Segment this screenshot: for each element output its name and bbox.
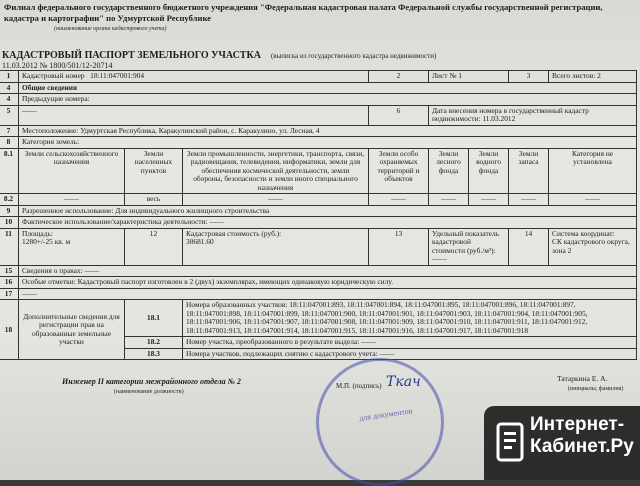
- row-18-3: 18.3 Номера участков, подлежащих снятию с кадастрового учета: ——: [0, 348, 637, 360]
- row-1: 1 Кадастровый номер 18:11:047001:904 2 Лист № 1 3 Всего листов: 2: [0, 71, 637, 83]
- row-8: 8 Категория земель:: [0, 137, 637, 149]
- total-sheets: 2: [597, 71, 601, 80]
- row-17: 17 ——: [0, 288, 637, 300]
- row-15: 15 Сведения о правах: ——: [0, 265, 637, 277]
- location-value: Удмуртская Республика, Каракулинский район, с. Каракулино, ул. Лесная, 4: [80, 125, 320, 135]
- position-caption: (наименование должности): [114, 389, 184, 395]
- land-category-settlements: весь: [125, 194, 183, 206]
- row-18-2: 18.2 Номер участка, преобразованного в результате выдела: ——: [0, 337, 637, 349]
- coordinate-system: СК кадастрового округа, зона 2: [552, 237, 630, 255]
- row-4: 4 Предыдущие номера:: [0, 94, 637, 106]
- passport-form-table: [0, 70, 637, 360]
- seal-mark: М.П. (подпись): [336, 382, 382, 390]
- formed-plot-numbers: 18:11:047001:893, 18:11:047001:894, 18:11:047001:895, 18:11:047001:896, 18:11:047001:897, 18:11:047001:898, 18:11:047001:899, 18:11:047001:900, 18:11:047001:901, 18:11:047001:903, 18:11:047001:904, 18:11:047001:905, 18:11:047001:906, 18:11:047001:907, 18:11:047001:908, 18:11:047001:909, 18:11:047001:910, 18:11:047001:911, 18:11:047001:912, 18:11:047001:913, 18:11:047001:914, 18:11:047001:915, 18:11:047001:916, 18:11:047001:917, 18:11:047001:918: [186, 300, 588, 335]
- cadastral-value: 38681.60: [186, 237, 214, 247]
- handwritten-signature: Ткач: [386, 374, 421, 390]
- registration-date: Дата внесения номера в государственный кадастр недвижимости: 11.03.2012: [429, 105, 637, 125]
- row-8-2-values: 8.2 —— весь —— —— —— —— —— ——: [0, 194, 637, 206]
- row-5: 5 —— 6 Дата внесения номера в государственный кадастр недвижимости: 11.03.2012: [0, 105, 637, 125]
- cadastral-number: 18:11:047001:904: [90, 71, 145, 80]
- row-8-1-headers: 8.1 Земли сельскохозяйственного назначения Земли населенных пунктов Земли промышленности, энергетики, транспорта, связи, радиовещания, телевидения, информатики, земли для обеспечения космической деятельности, земли обороны, безопасности и земли иного специального назначения Земли особо охраняемых территорий и объектов Земли лесного фонда Земли водного фонда Земли запаса Категория не установлена: [0, 148, 637, 194]
- signer-name: Татаркина Е. А.: [557, 374, 608, 383]
- row-11: 11 Площадь: 1280+/-25 кв. м 12 Кадастровая стоимость (руб.): 38681.60 13 Удельный показатель кадастровой стоимости (руб./м²): —— 14 Система координат: СК кадастрового округа, зона 2: [0, 228, 637, 265]
- watermark-badge: [484, 406, 640, 480]
- official-stamp: [316, 358, 444, 486]
- name-caption: (инициалы, фамилия): [568, 386, 624, 392]
- row-18-1: 18 Дополнительные сведения для регистрации прав на образованные земельные участки 18.1 Номера образованных участков: 18:11:047001:893, 18:11:047001:894, 18:11:047001:895, 18:11:047001:896, 18:11:047001:897, 18:11:047001:898, 18:11:047001:899, 18:11:047001:900, 18:11:047001:901, 18:11:047001:903, 18:11:047001:904, 18:11:047001:905, 18:11:047001:906, 18:11:047001:907, 18:11:047001:908, 18:11:047001:909, 18:11:047001:910, 18:11:047001:911, 18:11:047001:912, 18:11:047001:913, 18:11:047001:914, 18:11:047001:915, 18:11:047001:916, 18:11:047001:917, 18:11:047001:918: [0, 300, 637, 337]
- row-9: 9 Разрешенное использование: Для индивидуального жилищного строительства: [0, 205, 637, 217]
- row-10: 10 Фактическое использование/характеристика деятельности: ——: [0, 217, 637, 229]
- special-notes: Кадастровый паспорт изготовлен в 2 (двух) экземплярах, имеющих одинаковую юридическую силу.: [77, 277, 394, 287]
- signer-position: Инженер II категории межрайонного отдела № 2: [62, 377, 241, 386]
- stamp-text: для документов: [358, 406, 413, 423]
- internet-cabinet-logo-icon: [494, 420, 526, 464]
- header-caption: (наименование органа кадастрового учета): [54, 26, 167, 32]
- row-7: 7 Местоположение: Удмуртская Республика, Каракулинский район, с. Каракулино, ул. Лесная, 4: [0, 125, 637, 137]
- header-line-1: Филиал федерального государственного бюджетного учреждения "Федеральная кадастровая палата Федеральной службы государственной регистрации,: [4, 2, 603, 12]
- row-general: 4 Общие сведения: [0, 82, 637, 94]
- sheet-number: 1: [458, 71, 462, 80]
- watermark-text: Интернет- Кабинет.Ру: [530, 414, 634, 457]
- document-date-number: 11.03.2012 № 1800/501/12-20714: [2, 61, 113, 70]
- permitted-use: Для индивидуального жилищного строительства: [115, 205, 270, 215]
- document-title: КАДАСТРОВЫЙ ПАСПОРТ ЗЕМЕЛЬНОГО УЧАСТКА (выписка из государственного кадастра недвижимости): [2, 50, 437, 61]
- area-value: 1280+/-25 кв. м: [22, 237, 71, 247]
- row-16: 16 Особые отметки: Кадастровый паспорт изготовлен в 2 (двух) экземплярах, имеющих одинаковую юридическую силу.: [0, 277, 637, 289]
- header-line-2: кадастра и картографии" по Удмуртской Республике: [4, 13, 211, 23]
